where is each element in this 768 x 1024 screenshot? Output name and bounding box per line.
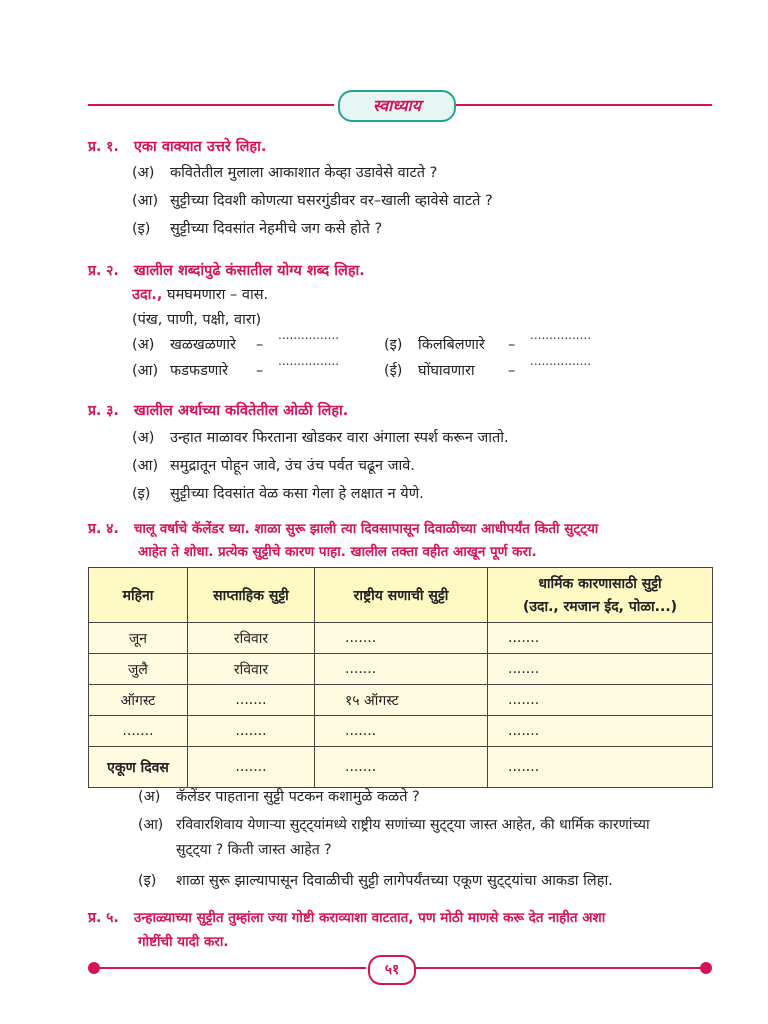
answer-blank: ................ [278,354,340,368]
table-cell: ....... [488,685,713,716]
question-text: चालू वर्षाचे कॅलेंडर घ्या. शाळा सुरू झाली त्या दिवसापासून दिवाळीच्या आधीपर्यंत किती सुट्ट्या [133,521,599,537]
table-cell: ....... [315,623,488,654]
list-item: (इ) सुट्टीच्या दिवसांत वेळ कसा गेला हे लक्षात न येणे. [132,486,424,502]
table-cell: ....... [488,623,713,654]
list-item: (अ) खळखळणारे –................ [132,328,340,353]
footer-dot-left [88,962,100,974]
footer-line-right [414,967,700,969]
section-title: स्वाध्याय [338,90,456,122]
question-2 [88,260,365,280]
table-cell: ....... [488,654,713,685]
list-item: (इ) शाळा सुरू झाल्यापासून दिवाळीची सुट्टी लागेपर्यंतच्या एकूण सुट्ट्यांचा आकडा लिहा. [138,873,613,889]
answer-blank: ................ [530,354,592,368]
question-text-continued: गोष्टींची यादी करा. [138,934,229,950]
column-header: धार्मिक कारणासाठी सुट्टी (उदा., रमजान ईद, पोळा...) [488,568,713,623]
table-cell: जून [89,623,188,654]
question-text: खालील अर्थाच्या कवितेतील ओळी लिहा. [133,403,349,419]
list-item: (इ) सुट्टीच्या दिवसांत नेहमीचे जग कसे होते ? [132,221,383,237]
list-item: (ई) घोंघावणारा –................ [384,354,592,379]
table-cell: ....... [488,716,713,747]
column-header: साप्ताहिक सुट्टी [188,568,315,623]
table-row-total [89,747,713,788]
table-cell: ....... [89,716,188,747]
example-line: उदा., घमघमणारा – वास. [132,287,269,303]
table-cell: १५ ऑगस्ट [315,685,488,716]
table-cell: ....... [488,747,713,788]
page-number: ५१ [368,955,416,985]
question-1 [88,136,266,156]
list-item: (आ) फडफडणारे –................ [132,354,340,379]
question-number: प्र. २. [88,263,119,279]
question-number: प्र. ४. [88,521,119,537]
list-item: (आ) सुट्टीच्या दिवशी कोणत्या घसरगुंडीवर वर–खाली व्हावेसे वाटते ? [132,193,493,209]
list-item-continued: सुट्ट्या ? किती जास्त आहेत ? [176,842,332,858]
table-cell: रविवार [188,623,315,654]
list-item: (आ) रविवारशिवाय येणाऱ्या सुट्ट्यांमध्ये राष्ट्रीय सणांच्या सुट्ट्या जास्त आहेत, की धार्मिक कारणांच्या [138,817,650,833]
footer-line-left [100,967,366,969]
question-4 [88,518,718,538]
table-cell: ऑगस्ट [89,685,188,716]
column-header: राष्ट्रीय सणाची सुट्टी [315,568,488,623]
header-divider-left [88,104,334,106]
table-header-row [89,568,713,623]
question-number: प्र. १. [88,139,119,155]
answer-blank: ................ [530,328,592,342]
question-number: प्र. ५. [88,910,119,926]
question-text: उन्हाळ्याच्या सुट्टीत तुम्हांला ज्या गोष्टी कराव्याशा वाटतात, पण मोठी माणसे करू देत नाहीत अशा [133,910,606,926]
question-number: प्र. ३. [88,403,119,419]
holiday-table [88,567,713,788]
table-cell: ....... [188,685,315,716]
list-item: (इ) किलबिलणारे –................ [384,328,592,353]
table-cell: ....... [315,747,488,788]
header-divider-right [456,104,712,106]
table-row [89,716,713,747]
list-item: (अ) कॅलेंडर पाहताना सुट्टी पटकन कशामुळे कळते ? [138,789,420,805]
question-5 [88,907,718,927]
question-text: खालील शब्दांपुढे कंसातील योग्य शब्द लिहा. [133,263,365,279]
table-cell: ....... [315,716,488,747]
question-text-continued: आहेत ते शोधा. प्रत्येक सुट्टीचे कारण पाहा. खालील तक्ता वहीत आखून पूर्ण करा. [138,544,537,560]
question-text: एका वाक्यात उत्तरे लिहा. [133,139,267,155]
table-cell: रविवार [188,654,315,685]
question-3 [88,400,348,420]
table-cell: एकूण दिवस [89,747,188,788]
table-cell: ....... [188,747,315,788]
table-cell: जुलै [89,654,188,685]
word-options: (पंख, पाणी, पक्षी, वारा) [132,312,262,328]
table-cell: ....... [315,654,488,685]
table-row [89,623,713,654]
list-item: (आ) समुद्रातून पोहून जावे, उंच उंच पर्वत चढून जावे. [132,458,415,474]
table-row [89,685,713,716]
table-row [89,654,713,685]
table-cell: ....... [188,716,315,747]
list-item: (अ) उन्हात माळावर फिरताना खोडकर वारा अंगाला स्पर्श करून जातो. [132,430,509,446]
column-header: महिना [89,568,188,623]
footer-dot-right [700,962,712,974]
list-item: (अ) कवितेतील मुलाला आकाशात केव्हा उडावेसे वाटते ? [132,165,438,181]
answer-blank: ................ [278,328,340,342]
